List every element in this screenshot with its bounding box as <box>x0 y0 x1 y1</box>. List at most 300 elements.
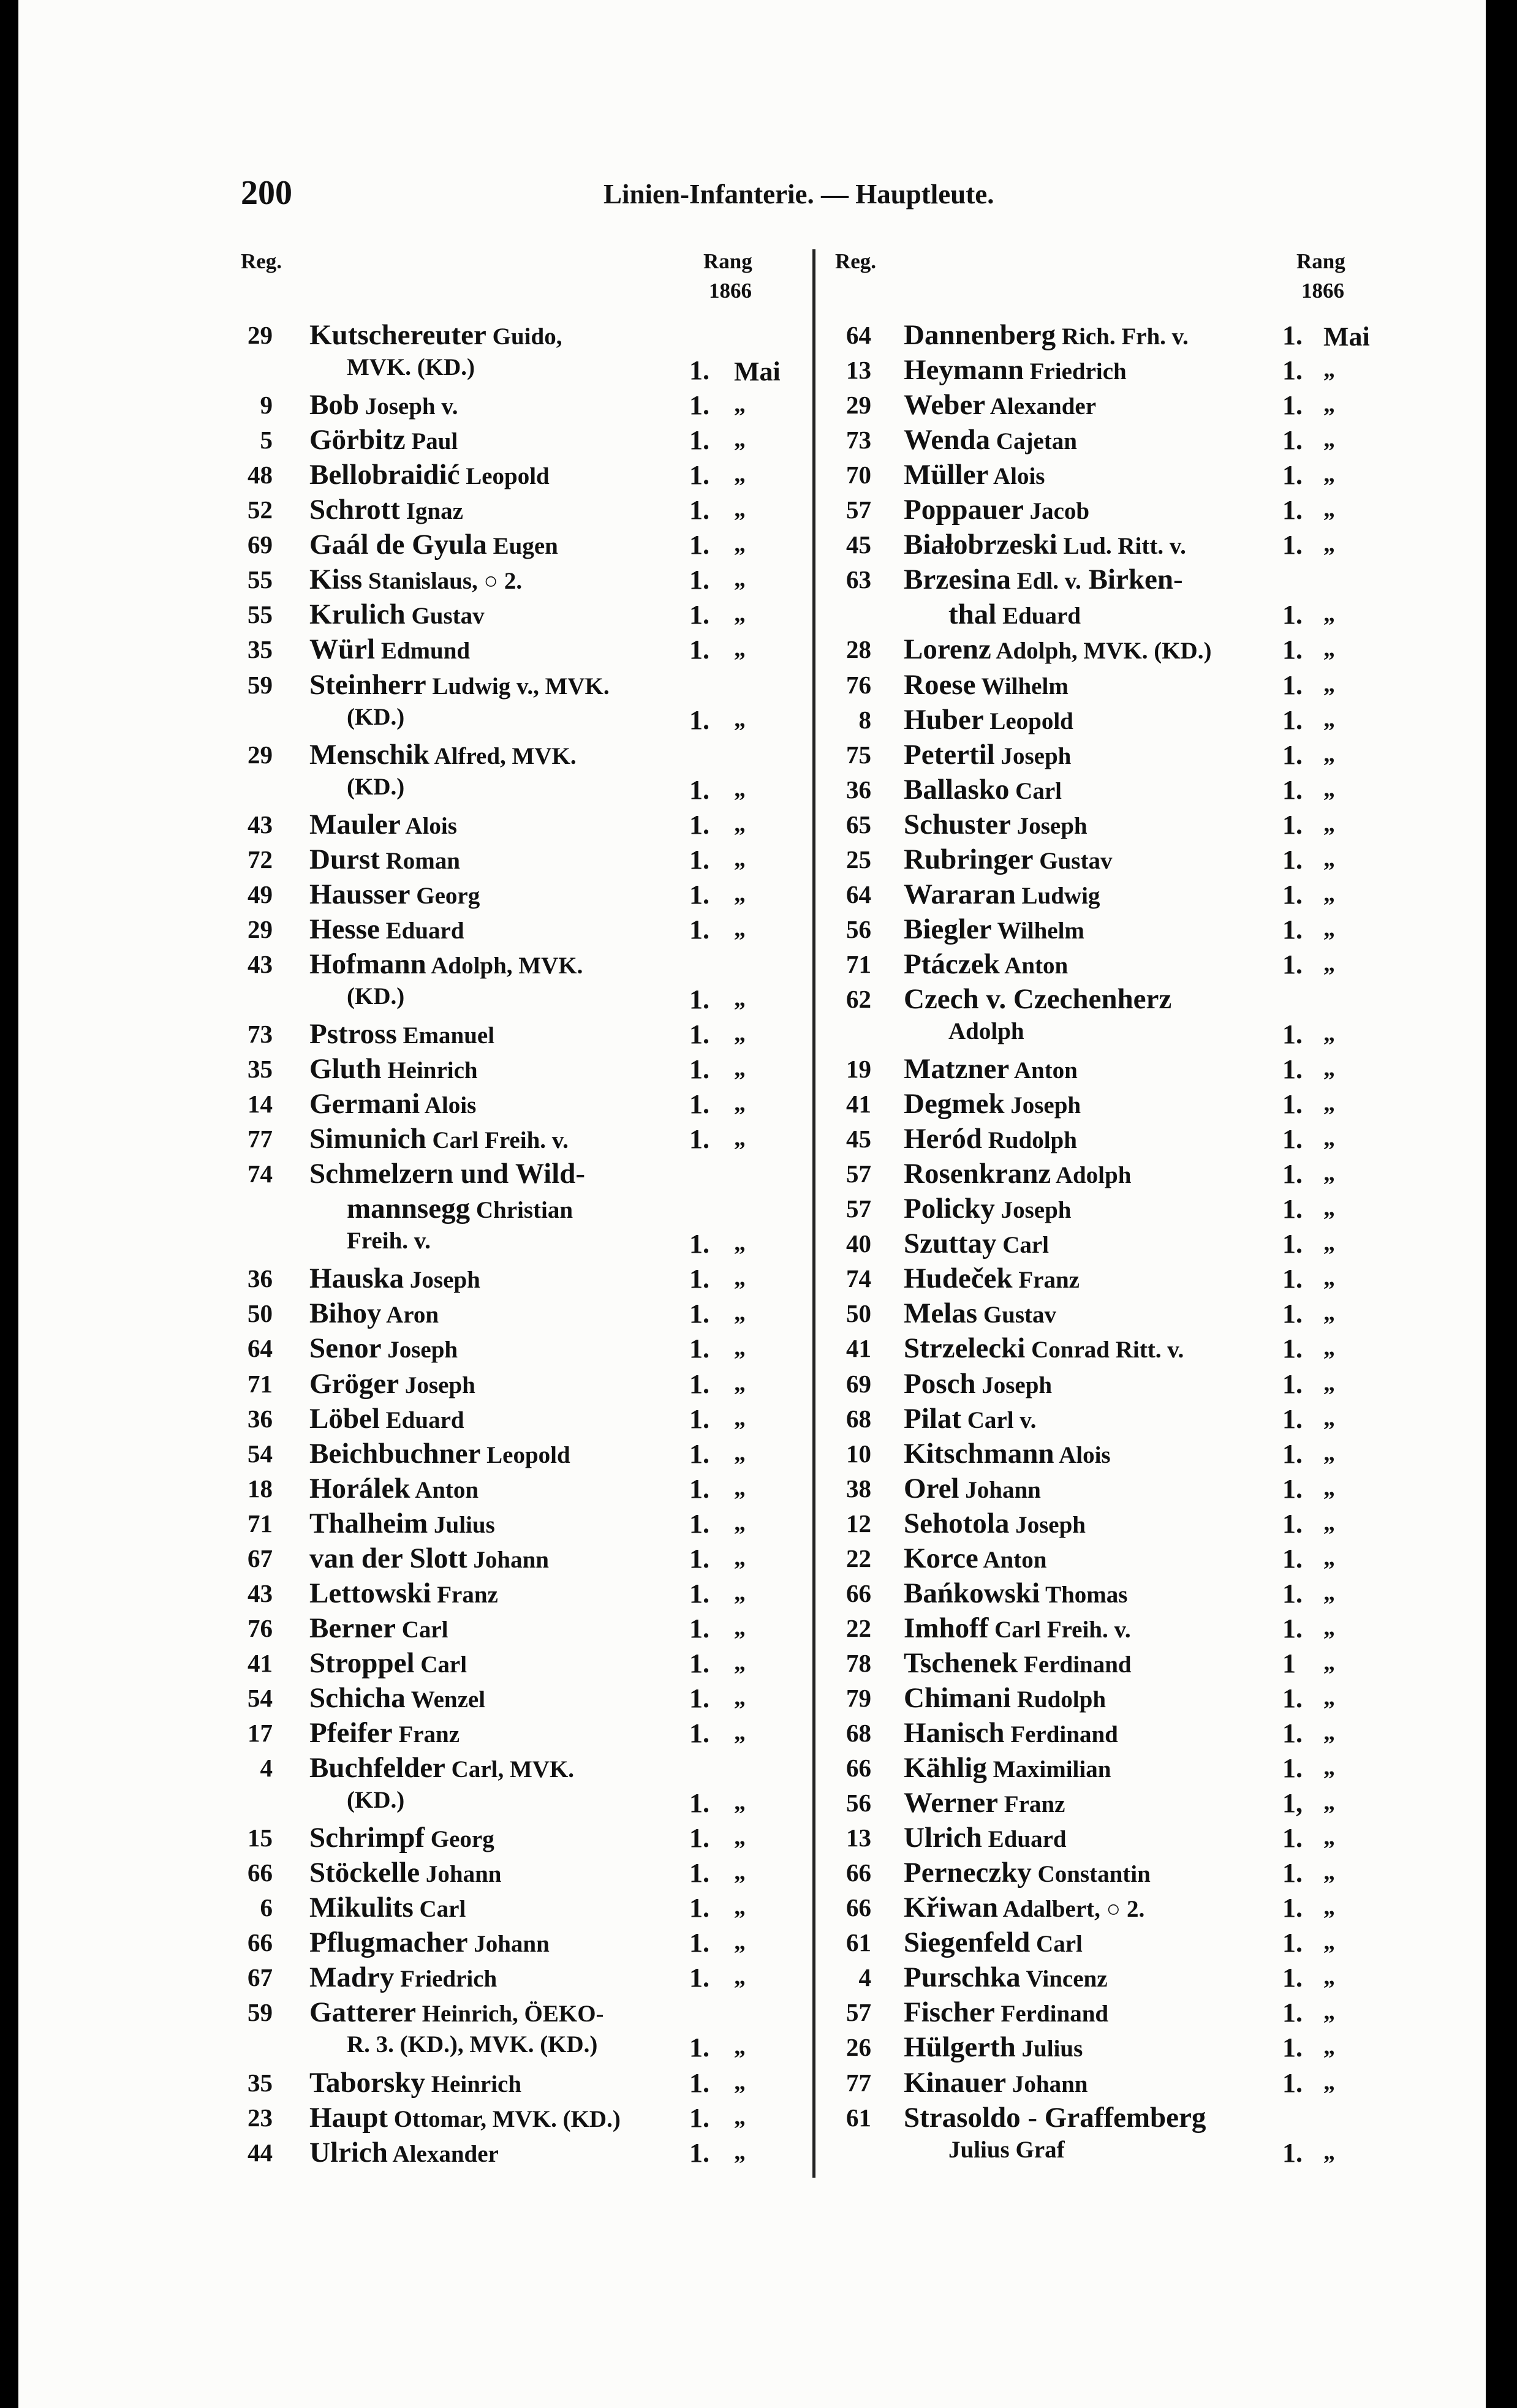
regiment-number: 19 <box>846 1055 871 1084</box>
officer-name-continued <box>948 1017 1024 1045</box>
name-detail: Aron <box>381 1302 439 1329</box>
surname: Lettowski <box>309 1577 431 1609</box>
ditto-mark: „ <box>1323 845 1335 872</box>
name-detail: Georg <box>410 882 480 909</box>
ditto-mark: „ <box>734 1614 746 1640</box>
surname: Kutschereuter <box>309 319 486 351</box>
regiment-number: 77 <box>248 1125 273 1153</box>
ditto-mark: „ <box>734 776 746 802</box>
regiment-number: 50 <box>846 1299 871 1328</box>
name-detail: Edl. v. <box>1010 568 1081 595</box>
ditto-mark: „ <box>734 1300 746 1326</box>
officer-name <box>309 1472 479 1505</box>
surname: Dannenberg <box>904 319 1056 351</box>
surname: Ulrich <box>904 1822 982 1854</box>
officer-name <box>904 1437 1111 1470</box>
name-detail: Joseph <box>1009 1511 1086 1538</box>
surname: Huber <box>904 703 984 736</box>
rank-date: 1. <box>1282 1928 1303 1958</box>
officer-name <box>309 1891 466 1924</box>
ditto-mark: „ <box>1323 741 1335 767</box>
surname: Gluth <box>309 1053 382 1085</box>
rank-date: 1. <box>1282 1753 1303 1784</box>
rank-date: 1. <box>689 2137 709 2168</box>
officer-name <box>904 1542 1046 1575</box>
name-detail: Leopold <box>480 1441 570 1468</box>
regiment-number: 35 <box>248 635 273 664</box>
regiment-number: 29 <box>248 740 273 769</box>
officer-name <box>309 2066 521 2099</box>
surname: Krulich <box>309 598 406 631</box>
officer-name-continued <box>347 703 404 731</box>
officer-name <box>904 948 1068 981</box>
ditto-mark: „ <box>734 1509 746 1536</box>
regiment-number: 57 <box>846 496 871 524</box>
surname: Menschik <box>309 738 429 771</box>
officer-name <box>904 1926 1083 1959</box>
ditto-mark: „ <box>1323 1300 1335 1326</box>
ditto-mark: „ <box>734 915 746 942</box>
ditto-mark: „ <box>734 1055 746 1082</box>
rank-date: 1. <box>689 1928 709 1958</box>
ditto-mark: „ <box>1323 1789 1335 1816</box>
rank-date: 1. <box>689 704 709 735</box>
rank-date: 1. <box>689 844 709 875</box>
name-detail: Johann <box>1006 2070 1088 2097</box>
ditto-mark: „ <box>1323 1195 1335 1221</box>
regiment-number: 79 <box>846 1683 871 1712</box>
rank-date: 1. <box>689 984 709 1014</box>
name-detail: Lud. Ritt. v. <box>1057 533 1186 560</box>
regiment-number: 41 <box>248 1648 273 1677</box>
officer-name <box>309 1681 485 1715</box>
name-detail: Adalbert, ○ 2. <box>998 1896 1145 1923</box>
officer-name <box>904 1751 1111 1784</box>
surname: Matzner <box>904 1053 1010 1085</box>
surname: Simunich <box>309 1123 426 1155</box>
officer-name <box>309 1087 476 1120</box>
right-reg-header: Reg. <box>835 249 877 273</box>
rank-date: 1. <box>1282 739 1303 770</box>
surname: Buchfelder <box>309 1752 445 1784</box>
officer-name-continued <box>347 773 404 801</box>
rank-date: 1. <box>689 565 709 595</box>
regiment-number: 41 <box>846 1334 871 1363</box>
regiment-number: 48 <box>248 461 273 489</box>
surname: Purschka <box>904 1961 1021 1994</box>
name-detail: Friedrich <box>394 1966 497 1993</box>
surname: Madry <box>309 1961 395 1994</box>
name-detail: Eduard <box>982 1826 1067 1853</box>
surname: Pfeifer <box>309 1717 393 1749</box>
surname: Strzelecki <box>904 1332 1026 1365</box>
rank-date: 1. <box>689 1718 709 1748</box>
ditto-mark: „ <box>734 1474 746 1501</box>
ditto-mark: „ <box>734 1440 746 1466</box>
name-detail: Gustav <box>1033 847 1113 874</box>
officer-name <box>309 1542 549 1575</box>
rank-date: 1. <box>1282 949 1303 979</box>
rank-date: 1. <box>1282 1683 1303 1713</box>
regiment-number: 56 <box>846 915 871 943</box>
regiment-number: 55 <box>248 600 273 629</box>
name-detail: Julius Graf <box>948 2136 1065 2163</box>
ditto-mark: „ <box>1323 2138 1335 2165</box>
ditto-mark: „ <box>734 1230 746 1256</box>
officer-name <box>904 1961 1108 1994</box>
name-detail: Wenzel <box>405 1686 486 1713</box>
ditto-mark: „ <box>734 1964 746 1990</box>
rank-date: 1. <box>1282 600 1303 630</box>
name-detail: (KD.) <box>347 983 405 1010</box>
rank-date: 1. <box>1282 774 1303 805</box>
officer-name <box>904 2066 1088 2099</box>
rank-date: 1. <box>689 1438 709 1469</box>
ditto-mark: „ <box>734 426 746 453</box>
name-detail: Heinrich, ÖEKO- <box>415 2001 604 2028</box>
ditto-mark: „ <box>734 2034 746 2060</box>
month-label: Mai <box>734 357 781 387</box>
surname: Policky <box>904 1193 995 1225</box>
surname: Imhoff <box>904 1612 989 1644</box>
ditto-mark: „ <box>1323 531 1335 557</box>
officer-name <box>309 388 458 421</box>
regiment-number: 57 <box>846 1998 871 2027</box>
rank-date: 1. <box>689 1054 709 1085</box>
name-detail: Rudolph <box>1011 1686 1107 1713</box>
regiment-number: 61 <box>846 1928 871 1957</box>
officer-name <box>904 1052 1078 1085</box>
rank-date: 1. <box>689 1403 709 1434</box>
ditto-mark: „ <box>1323 1125 1335 1152</box>
name-detail: Carl, MVK. <box>445 1756 575 1783</box>
ditto-mark: „ <box>734 1929 746 1955</box>
name-detail: Constantin <box>1031 1861 1151 1888</box>
rank-date: 1. <box>1282 1229 1303 1259</box>
officer-name <box>904 423 1077 456</box>
ditto-mark: „ <box>1323 1021 1335 1046</box>
regiment-number: 66 <box>846 1579 871 1607</box>
surname: Taborsky <box>309 2066 425 2099</box>
surname: Rosenkranz <box>904 1158 1051 1190</box>
ditto-mark: „ <box>734 461 746 488</box>
ditto-mark: „ <box>1323 2034 1335 2060</box>
officer-name <box>309 1262 480 1295</box>
surname: Werner <box>904 1787 998 1819</box>
regiment-number: 59 <box>248 670 273 699</box>
officer-name <box>904 1157 1131 1190</box>
ditto-mark: „ <box>734 496 746 523</box>
name-detail: Johann <box>467 1546 549 1573</box>
name-detail: Gustav <box>977 1302 1057 1329</box>
rank-date: 1. <box>1282 425 1303 456</box>
name-detail: Franz <box>1012 1267 1080 1294</box>
name-detail: Anton <box>999 952 1069 979</box>
officer-name <box>309 423 458 456</box>
surname: Sehotola <box>904 1507 1010 1539</box>
name-detail: Carl <box>413 1896 466 1923</box>
rank-date: 1. <box>1282 320 1303 350</box>
surname: Rubringer <box>904 843 1034 875</box>
name-detail: Leopold <box>983 708 1073 734</box>
rank-date: 1. <box>1282 460 1303 491</box>
regiment-number: 74 <box>846 1264 871 1293</box>
rank-date: 1. <box>1282 495 1303 526</box>
ditto-mark: „ <box>1323 601 1335 627</box>
name-detail: Eduard <box>379 917 464 944</box>
surname: Ulrich <box>309 2136 388 2168</box>
ditto-mark: „ <box>734 1370 746 1396</box>
name-detail: Joseph <box>994 742 1072 769</box>
name-detail: Paul <box>405 428 458 455</box>
ditto-mark: „ <box>1323 1649 1335 1675</box>
surname: Posch <box>904 1367 976 1400</box>
rank-date: 1. <box>1282 1823 1303 1854</box>
surname: Siegenfeld <box>904 1927 1031 1959</box>
regiment-number: 43 <box>248 1579 273 1607</box>
ditto-mark: „ <box>734 391 746 418</box>
rank-date: 1. <box>689 1229 709 1259</box>
rank-date: 1. <box>689 2102 709 2133</box>
rank-date: 1. <box>1282 1334 1303 1364</box>
officer-name <box>309 633 470 666</box>
rank-date: 1. <box>1282 1124 1303 1155</box>
ditto-mark: „ <box>1323 1684 1335 1710</box>
name-detail: (KD.) <box>347 703 405 730</box>
regiment-number: 66 <box>846 1893 871 1922</box>
rank-date: 1. <box>689 1299 709 1329</box>
rank-date: 1. <box>1282 1508 1303 1539</box>
surname: Czech v. Czechenherz <box>904 983 1172 1015</box>
ditto-mark: „ <box>734 1684 746 1710</box>
name-detail: Vincenz <box>1020 1966 1108 1993</box>
surname: Kitschmann <box>904 1437 1054 1470</box>
regiment-number: 28 <box>846 635 871 664</box>
officer-name <box>309 738 577 771</box>
ditto-mark: „ <box>1323 461 1335 488</box>
surname: Biegler <box>904 913 992 945</box>
officer-name <box>904 319 1189 352</box>
regiment-number: 69 <box>846 1369 871 1398</box>
ditto-mark: „ <box>734 2104 746 2130</box>
name-detail: Alfred, MVK. <box>429 742 577 769</box>
rank-date: 1. <box>689 635 709 665</box>
ditto-mark: „ <box>1323 357 1335 383</box>
regiment-number: 13 <box>846 356 871 385</box>
officer-name <box>904 1367 1052 1400</box>
surname: Hudeček <box>904 1263 1013 1295</box>
regiment-number: 44 <box>248 2138 273 2167</box>
name-detail: Franz <box>392 1721 460 1748</box>
regiment-number: 57 <box>846 1195 871 1223</box>
name-detail: Wilhelm <box>975 673 1069 700</box>
name-detail: Alexander <box>985 393 1097 420</box>
ditto-mark: „ <box>734 531 746 557</box>
officer-name <box>309 1612 448 1645</box>
surname: Lorenz <box>904 633 991 666</box>
name-detail: Julius <box>428 1511 495 1538</box>
officer-name <box>309 1926 550 1959</box>
officer-name <box>309 948 583 981</box>
surname: Schicha <box>309 1681 406 1714</box>
regiment-number: 76 <box>846 670 871 699</box>
surname: Bob <box>309 389 359 421</box>
surname: Melas <box>904 1297 978 1330</box>
page-number: 200 <box>241 174 292 212</box>
ditto-mark: „ <box>1323 1090 1335 1117</box>
rank-date: 1. <box>689 1893 709 1923</box>
surname: Horálek <box>309 1472 410 1504</box>
surname: Hanisch <box>904 1717 1005 1749</box>
name-detail: Carl Freih. v. <box>988 1616 1131 1643</box>
regiment-number: 14 <box>248 1090 273 1119</box>
ditto-mark: „ <box>734 1405 746 1431</box>
officer-name <box>309 1821 494 1854</box>
surname: Roese <box>904 668 976 701</box>
rank-date: 1. <box>1282 1159 1303 1190</box>
rank-date: 1. <box>689 1648 709 1678</box>
rank-date: 1. <box>1282 1613 1303 1644</box>
rank-date: 1. <box>689 1578 709 1609</box>
name-detail: Maximilian <box>986 1756 1111 1783</box>
surname: Białobrzeski <box>904 529 1057 561</box>
name-detail: Joseph <box>975 1372 1053 1398</box>
regiment-number: 22 <box>846 1544 871 1572</box>
name-detail: Christian <box>470 1197 573 1224</box>
officer-name-continued <box>347 1786 404 1814</box>
regiment-number: 66 <box>248 1928 273 1957</box>
ditto-mark: „ <box>734 2069 746 2095</box>
name-detail: Carl Freih. v. <box>426 1127 569 1154</box>
rank-date: 1. <box>1282 2137 1303 2168</box>
regiment-number: 66 <box>248 1859 273 1887</box>
officer-name-continued <box>347 353 475 381</box>
officer-name <box>904 1507 1086 1540</box>
surname: Hausser <box>309 878 410 910</box>
officer-name <box>309 1996 604 2029</box>
left-rang-header: Rang <box>703 249 752 273</box>
name-detail: Adolph <box>1051 1162 1132 1189</box>
ditto-mark: „ <box>1323 1055 1335 1082</box>
name-detail: Gustav <box>405 603 485 630</box>
ditto-mark: „ <box>1323 1614 1335 1640</box>
surname: Stroppel <box>309 1647 415 1679</box>
officer-name <box>904 738 1071 771</box>
rank-date: 1. <box>689 1089 709 1120</box>
regiment-number: 67 <box>248 1963 273 1992</box>
name-detail: (KD.) <box>347 1787 405 1814</box>
rank-date: 1. <box>689 1858 709 1889</box>
rank-date: 1. <box>689 1508 709 1539</box>
surname: Schuster <box>904 808 1011 840</box>
rank-date: 1. <box>689 1124 709 1155</box>
name-detail: Eduard <box>996 603 1081 630</box>
ditto-mark: „ <box>734 810 746 837</box>
rank-date: 1. <box>689 495 709 526</box>
officer-name <box>904 458 1045 491</box>
ditto-mark: „ <box>1323 810 1335 837</box>
officer-name <box>904 1332 1184 1365</box>
surname: Ballasko <box>904 773 1010 806</box>
surname: Perneczky <box>904 1857 1032 1889</box>
ditto-mark: „ <box>734 1021 746 1046</box>
rank-date: 1. <box>689 600 709 630</box>
officer-name <box>309 1961 497 1994</box>
ditto-mark: „ <box>1323 950 1335 976</box>
name-detail: Franz <box>431 1581 498 1608</box>
ditto-mark: „ <box>1323 1230 1335 1256</box>
rank-date: 1. <box>1282 1438 1303 1469</box>
name-detail: Freih. v. <box>347 1228 431 1255</box>
regiment-number: 4 <box>260 1754 273 1783</box>
regiment-number: 8 <box>858 705 871 734</box>
regiment-number: 70 <box>846 461 871 489</box>
officer-name <box>309 1507 495 1540</box>
officer-name <box>904 493 1089 526</box>
name-detail: Alois <box>988 463 1045 490</box>
ditto-mark: „ <box>734 2138 746 2165</box>
rank-date: 1. <box>1282 1403 1303 1434</box>
name-detail: Julius <box>1015 2036 1083 2063</box>
regiment-number: 71 <box>248 1369 273 1398</box>
name-detail: Ferdinand <box>1018 1651 1132 1678</box>
regiment-number: 18 <box>248 1474 273 1503</box>
rank-date: 1. <box>689 774 709 805</box>
regiment-number: 77 <box>846 2068 871 2097</box>
officer-name-continued <box>347 1192 573 1225</box>
ditto-mark: „ <box>1323 1335 1335 1361</box>
officer-name-continued <box>347 983 404 1010</box>
rank-date: 1. <box>1282 1858 1303 1889</box>
surname: Křiwan <box>904 1892 999 1924</box>
rank-date: 1. <box>1282 1963 1303 1993</box>
regiment-number: 43 <box>248 810 273 839</box>
regiment-number: 5 <box>260 426 273 455</box>
name-detail: Cajetan <box>990 428 1077 455</box>
name-detail: Joseph <box>381 1337 458 1364</box>
rank-date: 1. <box>1282 670 1303 700</box>
ditto-mark: „ <box>734 636 746 662</box>
ditto-mark: „ <box>1323 880 1335 907</box>
rank-date: 1. <box>1282 1089 1303 1120</box>
name-detail: Franz <box>998 1791 1065 1818</box>
surname: Pilat <box>904 1402 961 1435</box>
officer-name <box>904 1087 1081 1120</box>
surname: Müller <box>904 459 989 491</box>
officer-name <box>904 1402 1036 1435</box>
regiment-number: 73 <box>248 1020 273 1048</box>
regiment-number: 56 <box>846 1789 871 1817</box>
officer-name <box>904 1472 1041 1505</box>
officer-name <box>309 1577 498 1610</box>
regiment-number: 73 <box>846 426 871 455</box>
ditto-mark: „ <box>1323 1824 1335 1851</box>
officer-name <box>309 1367 475 1400</box>
surname: Strasoldo - Graffemberg <box>904 2101 1206 2134</box>
surname: Fischer <box>904 1996 995 2029</box>
rank-date: 1. <box>1282 1194 1303 1225</box>
officer-name <box>904 1996 1108 2029</box>
ditto-mark: „ <box>734 1579 746 1606</box>
officer-name <box>309 2101 621 2134</box>
column-divider <box>812 249 815 2178</box>
surname: van der Slott <box>309 1542 467 1574</box>
ditto-mark: „ <box>1323 706 1335 732</box>
officer-name <box>904 1786 1065 1819</box>
name-detail: Emanuel <box>396 1022 495 1049</box>
rank-date: 1. <box>1282 635 1303 665</box>
surname: Würl <box>309 633 376 666</box>
